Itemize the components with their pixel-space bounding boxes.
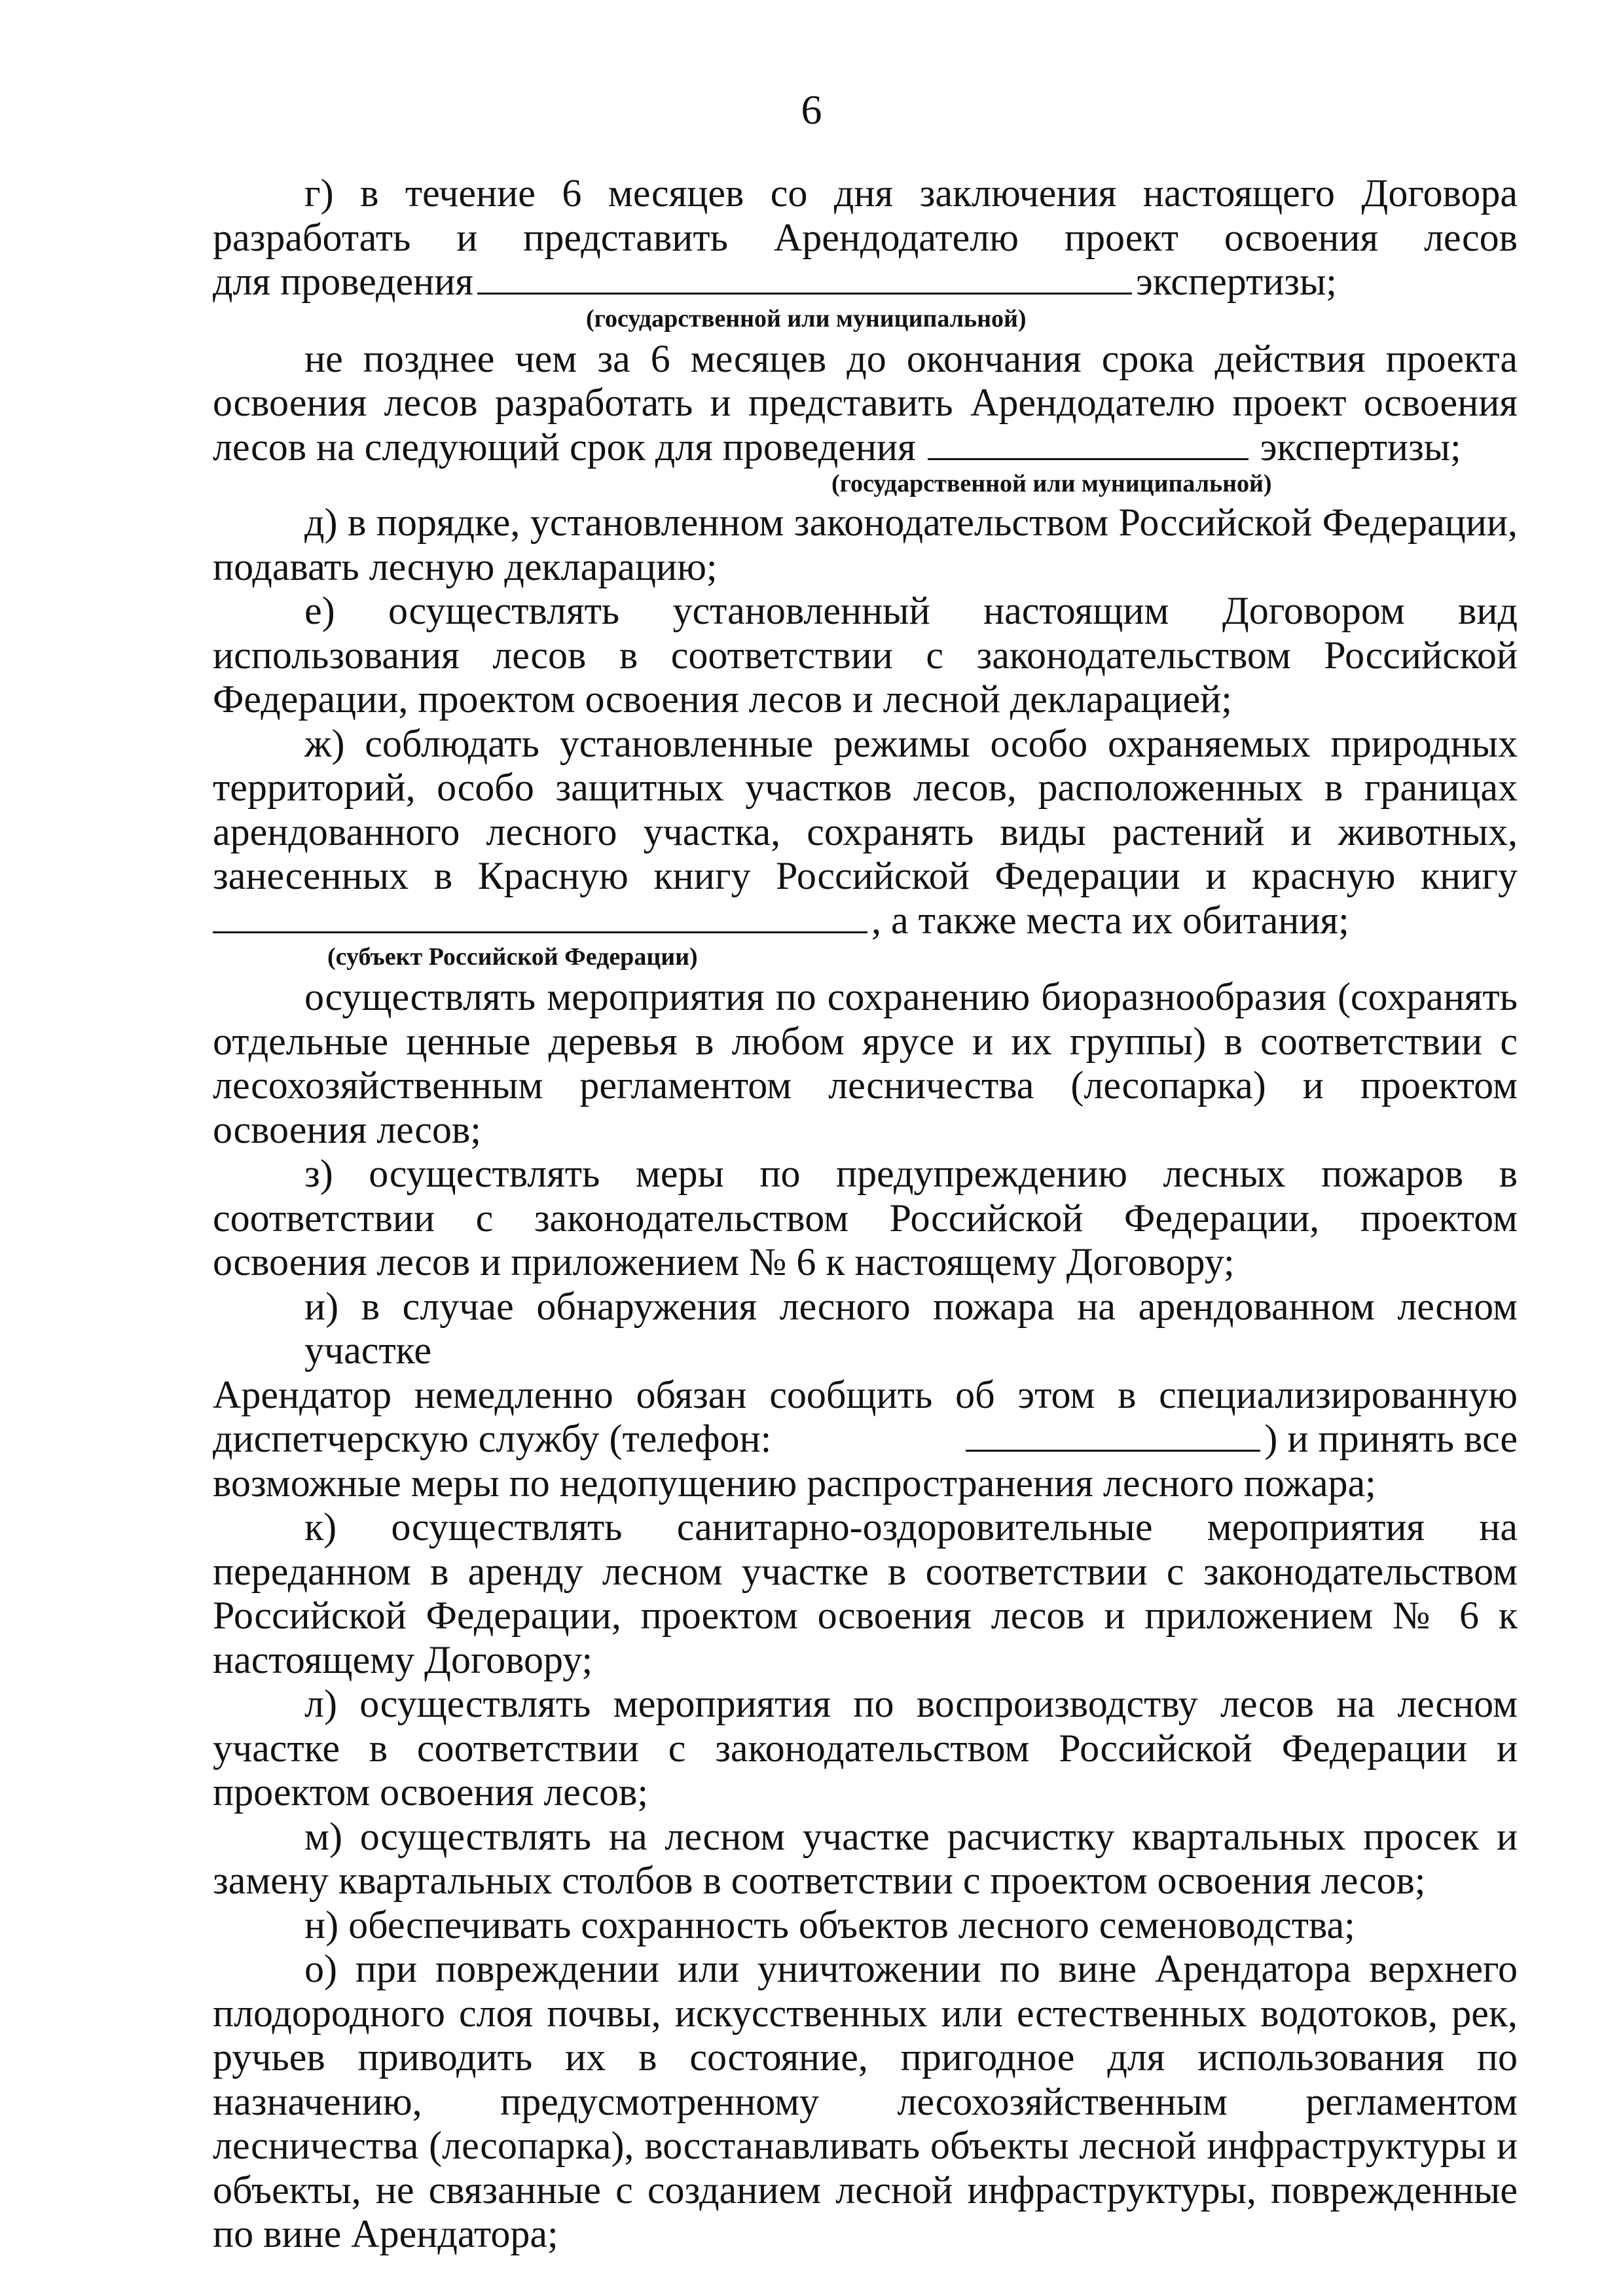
blank-field-expertise-type-next <box>928 425 1249 460</box>
item-g2-line-3-end: экспертизы; <box>1260 425 1461 469</box>
blank-field-phone <box>966 1417 1260 1452</box>
item-zh-line-5-end: , а также места их обитания; <box>871 898 1349 942</box>
item-l: л) осуществлять мероприятия по воспроизводству лесов на лесном участке в соответствии с законодательством Российской Федерации и проектом освоения лесов; <box>213 1682 1518 1814</box>
item-g-continued <box>213 337 1518 499</box>
item-z: з) осуществлять меры по предупреждению лесных пожаров в соответствии с законодательством Российской Федерации, проектом освоения лесов и приложением № 6 к настоящему Договору; <box>213 1152 1518 1283</box>
item-g2-line-3-start: лесов на следующий срок для проведения <box>213 425 916 469</box>
item-m: м) осуществлять на лесном участке расчистку квартальных просек и замену квартальных столбов в соответствии с проектом освоения лесов; <box>213 1814 1518 1902</box>
caption-federal-subject: (субъект Российской Федерации) <box>327 943 698 971</box>
item-i-line-4: возможные меры по недопущению распространения лесного пожара; <box>213 1461 1376 1505</box>
blank-field-federal-subject <box>213 899 867 933</box>
item-zh-line-3: арендованного лесного участка, сохранять виды растений и животных, <box>213 810 1518 853</box>
document-body <box>213 171 1518 2257</box>
item-n: н) обеспечивать сохранность объектов лесного семеноводства; <box>304 1903 1355 1946</box>
item-g2-line-1: не позднее чем за 6 месяцев до окончания срока действия проекта <box>304 336 1518 380</box>
item-e: е) осуществлять установленный настоящим Договором вид использования лесов в соответствии с законодательством Российской Федерации, проектом освоения лесов и лесной декларацией; <box>213 589 1518 721</box>
item-g-line-3 <box>213 260 1518 304</box>
item-o: о) при повреждении или уничтожении по вине Арендатора верхнего плодородного слоя почвы, искусственных или естественных водотоков, рек, ручьев приводить их в состояние, пригодное для использования по назначению, предусмотренному лесохозяйственным регламентом лесничества (лесопарка), восстанавливать объекты лесной инфраструктуры и объекты, не связанные с созданием лесной инфраструктуры, поврежденные по вине Арендатора; <box>213 1947 1518 2255</box>
item-g <box>213 171 1518 333</box>
item-i-line-1: и) в случае обнаружения лесного пожара на арендованном лесном участке <box>304 1284 1518 1372</box>
blank-field-expertise-type <box>477 260 1132 295</box>
item-zh <box>213 722 1518 972</box>
item-i-line-3-end: ) и принять все <box>1264 1417 1518 1460</box>
caption-expertise-type-next: (государственной или муниципальной) <box>831 470 1272 497</box>
item-i-line-2: Арендатор немедленно обязан сообщить об этом в специализированную <box>213 1372 1518 1416</box>
item-zh-line-4: занесенных в Красную книгу Российской Федерации и красную книгу <box>213 854 1518 897</box>
item-i-line-3-phone <box>962 1417 1518 1462</box>
item-i-line-3-start: диспетчерскую службу (телефон: <box>213 1417 772 1460</box>
page-number: 6 <box>801 86 822 133</box>
item-zh-line-5 <box>213 899 1518 943</box>
item-k: к) осуществлять санитарно-оздоровительные мероприятия на переданном в аренду лесном участке в соответствии с законодательством Российской Федерации, проектом освоения лесов и приложением № 6 к настоящему Договору; <box>213 1505 1518 1681</box>
item-zh-line-2: территорий, особо защитных участков лесов, расположенных в границах <box>213 766 1518 809</box>
item-g2-line-3 <box>213 425 1518 470</box>
item-biodiversity: осуществлять мероприятия по сохранению биоразнообразия (сохранять отдельные ценные деревья в любом ярусе и их группы) в соответствии с лесохозяйственным регламентом лесничества (лесопарка) и проектом освоения лесов; <box>213 975 1518 1151</box>
item-d: д) в порядке, установленном законодательством Российской Федерации, подавать лесную декларацию; <box>213 501 1518 588</box>
item-g2-line-2: освоения лесов разработать и представить Арендодателю проект освоения <box>213 381 1518 424</box>
item-g-line-2: разработать и представить Арендодателю проект освоения лесов <box>213 215 1518 259</box>
item-g-line-1: г) в течение 6 месяцев со дня заключения настоящего Договора <box>304 171 1518 215</box>
item-g-line-3-end: экспертизы; <box>1135 260 1337 303</box>
item-i <box>213 1285 1518 1506</box>
item-g-line-3-start: для проведения <box>213 260 473 303</box>
item-i-line-3 <box>213 1417 1518 1462</box>
caption-expertise-type: (государственной или муниципальной) <box>586 304 1027 332</box>
item-zh-line-1: ж) соблюдать установленные режимы особо охраняемых природных <box>304 721 1518 765</box>
